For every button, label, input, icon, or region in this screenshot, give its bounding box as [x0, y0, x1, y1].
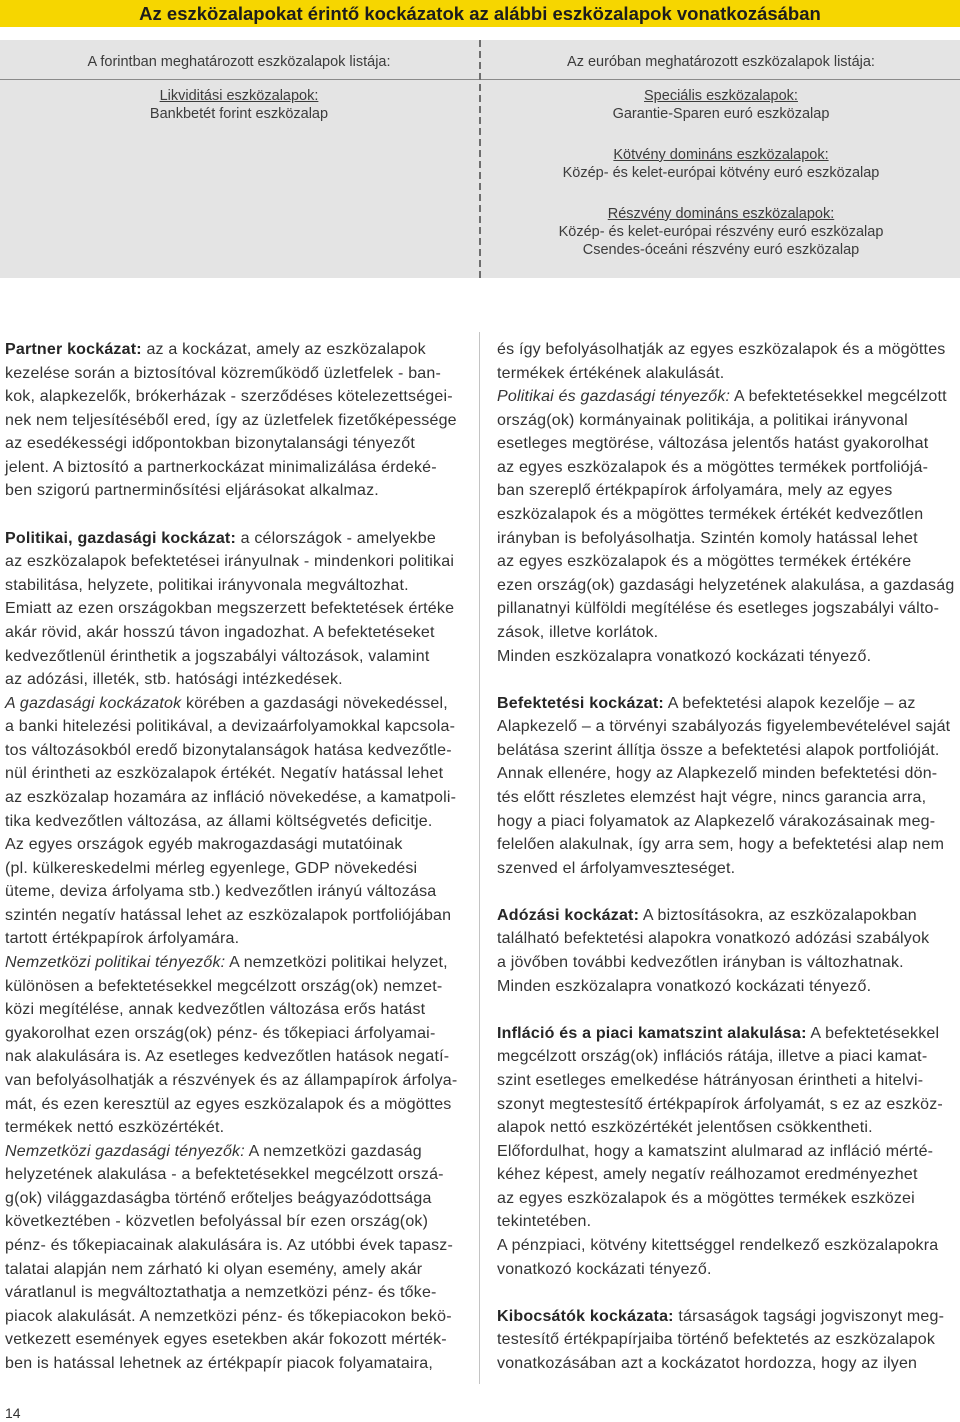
text-run: A nemzetközi gazdaság: [244, 1142, 422, 1160]
text-run: nül érintheti az eszközalapok értékét. Negatív hatással lehet: [5, 765, 444, 783]
text-line: [497, 1234, 957, 1258]
text-line: [5, 833, 473, 857]
text-run: nek nem teljesítéséből ered, így az üzletfelek fizetőképessége: [5, 411, 457, 429]
text-line: [5, 810, 473, 834]
text-run: tartott értékpapírok árfolyamára.: [5, 930, 240, 948]
text-run: stabilitása, helyzete, politikai irányvonala megváltozhat.: [5, 576, 409, 594]
text-line: [5, 1093, 473, 1117]
text-line: [5, 692, 473, 716]
text-run: ben szigorú partnerminősítési eljárásokat alkalmaz.: [5, 482, 379, 500]
fund-list-table: [0, 40, 960, 278]
text-run: termékek nettó eszközértékét.: [5, 1119, 225, 1137]
text-run: üteme, deviza árfolyama stb.) kedvezőtlen irányú változása: [5, 883, 437, 901]
text-line: [497, 479, 957, 503]
text-line: [497, 1352, 957, 1376]
fund-item: Csendes-óceáni részvény euró eszközalap: [582, 242, 860, 259]
text-line: [5, 786, 473, 810]
forint-fund-heading: A forintban meghatározott eszközalapok listája:: [87, 54, 391, 70]
text-run: tés előtt részletes elemzést hajt végre, nincs garancia arra,: [497, 788, 927, 806]
text-run: Alapkezelő – a törvényi szabályozás figyelembevételével saját: [497, 718, 951, 736]
text-run: zások, illetve korlátok.: [497, 623, 659, 641]
text-line: [5, 951, 473, 975]
euro-fund-column: [482, 40, 960, 278]
fund-item: Közép- és kelet-európai részvény euró eszközalap: [558, 223, 884, 240]
text-line: [5, 1258, 473, 1282]
text-run: g(ok) világgazdaságba történő erőteljes beágyazódottsága: [5, 1189, 432, 1207]
text-run: tika kedvezőtlen változása, az állami költségvetés deficitje.: [5, 812, 433, 830]
text-line: [497, 385, 957, 409]
text-run: a banki hitelezési politikával, a devizaárfolyamokkal kapcsola-: [5, 718, 456, 736]
text-run: kéhez képest, amely negatív reálhozamot eredményezhet: [497, 1166, 918, 1184]
text-run: szenved el árfolyamveszteséget.: [497, 859, 736, 877]
text-line: [497, 432, 957, 456]
text-line: [497, 574, 957, 598]
text-line: [497, 621, 957, 645]
text-run: Emiatt az ezen országokban megszerzett befektetések értéke: [5, 600, 455, 618]
text-line: [497, 1210, 957, 1234]
text-line: [5, 1069, 473, 1093]
text-run: testesítő értékpapírjaiba történő befektetés az eszközalapok: [497, 1331, 936, 1349]
text-run: Minden eszközalapra vonatkozó kockázati tényező.: [497, 977, 872, 995]
text-line: [5, 880, 473, 904]
text-line: [5, 574, 473, 598]
text-run: nak alakulására is. Az esetleges kedvezőtlen hatások negatí-: [5, 1048, 450, 1066]
text-run: ország(ok) kormányainak politikája, a politikai irányvonal: [497, 411, 908, 429]
text-line: [497, 503, 957, 527]
fund-item: Garantie-Sparen euró eszközalap: [612, 106, 830, 123]
text-run: megcélzott ország(ok) inflációs rátája, illetve a piaci kamat-: [497, 1048, 928, 1066]
text-run: A pénzpiaci, kötvény kitettséggel rendelkező eszközalapokra: [497, 1236, 939, 1254]
text-line: [497, 1328, 957, 1352]
text-line: [497, 456, 957, 480]
text-run: Minden eszközalapra vonatkozó kockázati tényező.: [497, 647, 872, 665]
italic-term: A gazdasági kockázatok: [5, 694, 182, 712]
text-line: [5, 621, 473, 645]
text-run: kedvezőtlenül érinthetik a jogszabályi változások, valamint: [5, 647, 430, 665]
text-line: [497, 1258, 957, 1282]
text-line: [5, 1210, 473, 1234]
text-run: mát, és ezen keresztül az egyes eszközalapok és a mögöttes: [5, 1095, 452, 1113]
text-run: az a kockázat, amely az eszközalapok: [141, 341, 426, 358]
text-line: [5, 668, 473, 692]
risk-heading: Kibocsátók kockázata:: [497, 1307, 674, 1325]
text-run: az adózási, illeték, stb. hatósági intézkedések.: [5, 671, 343, 689]
text-line: [5, 527, 473, 551]
text-line: [5, 362, 473, 386]
euro-fund-heading: Az euróban meghatározott eszközalapok listája:: [567, 54, 875, 70]
left-text-column: [5, 338, 473, 1375]
text-run: található befektetési alapokra vonatkozó adózási szabályok: [497, 930, 930, 948]
text-line: [5, 597, 473, 621]
text-run: ban szereplő értékpapírok árfolyamára, mely az egyes: [497, 482, 893, 500]
text-line: [5, 645, 473, 669]
text-run: kok, alapkezelők, brókerházak - szerződéses kötelezettségei-: [5, 388, 453, 406]
text-line: [497, 927, 957, 951]
text-line: [5, 1234, 473, 1258]
text-line: [497, 786, 957, 810]
text-line: [497, 527, 957, 551]
text-run: következtében - közvetlen befolyással bír ezen ország(ok): [5, 1213, 429, 1231]
text-line: [5, 927, 473, 951]
text-line: [497, 904, 957, 928]
text-line: [497, 550, 957, 574]
forint-fund-column: [0, 40, 478, 278]
text-run: pillanatnyi külföldi megítélése és esetleges jogszabályi válto-: [497, 600, 940, 618]
text-line: [5, 1140, 473, 1164]
text-run: vetkezett események egyes esetekben akár fokozott mérték-: [5, 1331, 447, 1349]
text-run: A befektetésekkel megcélzott: [730, 388, 947, 406]
text-run: termékek értékének alakulását.: [497, 364, 725, 382]
text-run: tos változásokból eredő bizonytalanságok hatása kedvezőtle-: [5, 741, 452, 759]
text-run: irányban is befolyásolhatja. Szintén komoly hatással lehet: [497, 529, 918, 547]
text-line: [5, 479, 473, 503]
text-line: [5, 762, 473, 786]
text-line: [497, 1140, 957, 1164]
text-run: helyzetének alakulása - a befektetésekkel megcélzott orszá-: [5, 1166, 444, 1184]
italic-term: Nemzetközi gazdasági tényezők:: [5, 1142, 245, 1160]
table-column-divider: [479, 40, 481, 278]
text-line: [5, 338, 473, 362]
text-line: [5, 998, 473, 1022]
text-run: ezen ország(ok) gazdasági helyzetének alakulása, a gazdaság: [497, 576, 955, 594]
text-run: vonatkozásában azt a kockázatot hordozza, hogy az ilyen: [497, 1354, 918, 1372]
text-run: az egyes eszközalapok és a mögöttes termékek portfoliójá-: [497, 458, 929, 476]
text-line: [497, 739, 957, 763]
text-run: váratlanul is megváltoztathatja a nemzetközi pénz- és tőke-: [5, 1284, 437, 1302]
text-line: [497, 1305, 957, 1329]
text-run: Előfordulhat, hogy a kamatszint alulmarad az infláció mérté-: [497, 1142, 934, 1160]
text-line: [497, 1187, 957, 1211]
text-run: az eszközalap hozamára az infláció növekedése, a kamatpoli-: [5, 788, 457, 806]
text-run: és így befolyásolhatják az egyes eszközalapok és a mögöttes: [497, 341, 946, 358]
text-run: szintén negatív hatással lehet az eszközalapok portfoliójában: [5, 906, 452, 924]
text-run: az eszközalapok befektetései irányulnak - mindenkori politikai: [5, 553, 455, 571]
forint-fund-groups: [0, 79, 478, 123]
fund-item: Bankbetét forint eszközalap: [149, 106, 329, 123]
text-line: [5, 739, 473, 763]
text-line: [5, 550, 473, 574]
text-run: körében a gazdasági növekedéssel,: [181, 694, 448, 712]
text-run: kezelése során a biztosítóval közreműködő üzletfelek - ban-: [5, 364, 442, 382]
text-line: [5, 1045, 473, 1069]
text-run: hogy a piaci folyamatok az Alapkezelő várakozásainak meg-: [497, 812, 936, 830]
text-run: pénz- és tőkepiacainak alakulására is. Az utóbbi évek tapasz-: [5, 1236, 454, 1254]
text-line: [497, 1022, 957, 1046]
fund-group-label: Speciális eszközalapok:: [644, 88, 798, 104]
risk-heading: Partner kockázat:: [5, 341, 142, 358]
text-run: szonyt megtestesítő értékpapírok árfolyamát, s ez az eszköz-: [497, 1095, 943, 1113]
text-run: Annak ellenére, hogy az Alapkezelő minden befektetési dön-: [497, 765, 938, 783]
text-run: alapok nettó eszközértékét jelentősen csökkentheti.: [497, 1119, 873, 1137]
text-line: [497, 1163, 957, 1187]
fund-item: Közép- és kelet-európai kötvény euró eszközalap: [562, 165, 880, 182]
blank-line: [497, 998, 957, 1022]
text-line: [5, 385, 473, 409]
text-run: az egyes eszközalapok és a mögöttes termékek értékére: [497, 553, 912, 571]
column-gutter-rule: [479, 332, 480, 1384]
title-bar: [0, 0, 960, 27]
right-text-column: [497, 338, 957, 1375]
text-line: [5, 1305, 473, 1329]
fund-group-equity: [482, 205, 960, 260]
text-line: [5, 1352, 473, 1376]
text-run: gyakorolhat ezen ország(ok) pénz- és tőkepiaci árfolyamai-: [5, 1024, 436, 1042]
blank-line: [497, 880, 957, 904]
text-line: [5, 1163, 473, 1187]
text-line: [5, 409, 473, 433]
text-run: A befektetési alapok kezelője – az: [663, 694, 916, 712]
text-run: a célországok - amelyekbe: [235, 529, 436, 547]
text-run: társaságok tagsági jogviszonyt meg-: [673, 1307, 945, 1325]
text-run: különösen a befektetésekkel megcélzott ország(ok) nemzet-: [5, 977, 443, 995]
blank-line: [497, 1281, 957, 1305]
text-run: az esedékességi időpontokban bizonytalansági tényezőt: [5, 435, 415, 453]
text-line: [497, 597, 957, 621]
text-line: [497, 975, 957, 999]
text-line: [5, 456, 473, 480]
text-line: [497, 338, 957, 362]
text-line: [5, 975, 473, 999]
text-run: felelően alakulnak, így arra sem, hogy a befektetési alap nem: [497, 836, 945, 854]
risk-heading: Infláció és a piaci kamatszint alakulása:: [497, 1024, 807, 1042]
blank-line: [5, 503, 473, 527]
text-run: ben is hatással lehetnek az értékpapír piacok folyamataira,: [5, 1354, 434, 1372]
text-run: A nemzetközi politikai helyzet,: [225, 954, 448, 972]
text-line: [5, 715, 473, 739]
text-line: [5, 1116, 473, 1140]
risk-heading: Politikai, gazdasági kockázat:: [5, 529, 236, 547]
text-run: (pl. külkereskedelmi mérleg egyenlege, GDP növekedési: [5, 859, 418, 877]
text-line: [5, 1022, 473, 1046]
text-run: közi megítélése, annak kedvezőtlen változása erős hatást: [5, 1001, 426, 1019]
blank-line: [497, 668, 957, 692]
text-run: belátása szerint állítja össze a befektetési alapok portfolióját.: [497, 741, 940, 759]
text-run: akár rövid, akár hosszú távon ingadozhat. A befektetéseket: [5, 623, 435, 641]
text-line: [5, 1328, 473, 1352]
fund-group-label: Likviditási eszközalapok:: [159, 88, 319, 104]
text-run: eszközalapok és a mögöttes termékek értékét kedvezőtlen: [497, 506, 924, 524]
text-run: az egyes eszközalapok és a mögöttes termékek eszközei: [497, 1189, 915, 1207]
fund-group-bond: [482, 146, 960, 182]
text-line: [497, 1116, 957, 1140]
text-line: [497, 1045, 957, 1069]
fund-group-label: Részvény domináns eszközalapok:: [607, 205, 835, 222]
text-run: szint esetleges emelkedése hátrányosan érintheti a hitelvi-: [497, 1071, 924, 1089]
text-line: [497, 362, 957, 386]
text-line: [5, 1187, 473, 1211]
text-line: [497, 951, 957, 975]
text-line: [5, 857, 473, 881]
italic-term: Politikai és gazdasági tényezők:: [497, 388, 731, 406]
euro-fund-groups: [482, 79, 960, 259]
risk-heading: Befektetési kockázat:: [497, 694, 664, 712]
text-line: [497, 409, 957, 433]
text-line: [497, 715, 957, 739]
text-line: [497, 762, 957, 786]
fund-group-liquidity: [0, 87, 478, 123]
text-line: [497, 1069, 957, 1093]
risk-heading: Adózási kockázat:: [497, 906, 640, 924]
fund-group-label: Kötvény domináns eszközalapok:: [613, 146, 829, 163]
text-line: [497, 645, 957, 669]
text-run: tekintetében.: [497, 1213, 592, 1231]
text-run: Az egyes országok egyéb makrogazdasági mutatóinak: [5, 836, 403, 854]
italic-term: Nemzetközi politikai tényezők:: [5, 954, 226, 972]
text-run: talatai alapján nem zárható ki olyan esemény, amely akár: [5, 1260, 423, 1278]
text-run: A befektetésekkel: [806, 1024, 940, 1042]
text-line: [497, 833, 957, 857]
text-line: [5, 432, 473, 456]
text-line: [497, 1093, 957, 1117]
text-line: [497, 810, 957, 834]
text-line: [497, 857, 957, 881]
fund-group-special: [482, 87, 960, 123]
text-run: piacok alakulását. A nemzetközi pénz- és tőkepiacokon bekö-: [5, 1307, 452, 1325]
text-run: esetleges megtörése, változása jelentős hatást gyakorolhat: [497, 435, 929, 453]
text-run: van befolyásolhatják a részvények és az állampapírok árfolya-: [5, 1071, 458, 1089]
text-run: A biztosításokra, az eszközalapokban: [639, 906, 917, 924]
text-line: [5, 904, 473, 928]
text-line: [5, 1281, 473, 1305]
text-run: a jövőben további kedvezőtlen irányban is változhatnak.: [497, 954, 904, 972]
page-title: Az eszközalapokat érintő kockázatok az alábbi eszközalapok vonatkozásában: [139, 3, 821, 24]
page-number: 14: [5, 1405, 21, 1421]
text-run: vonatkozó kockázati tényező.: [497, 1260, 712, 1278]
text-line: [497, 692, 957, 716]
text-run: jelent. A biztosító a partnerkockázat minimalizálása érdeké-: [5, 458, 437, 476]
